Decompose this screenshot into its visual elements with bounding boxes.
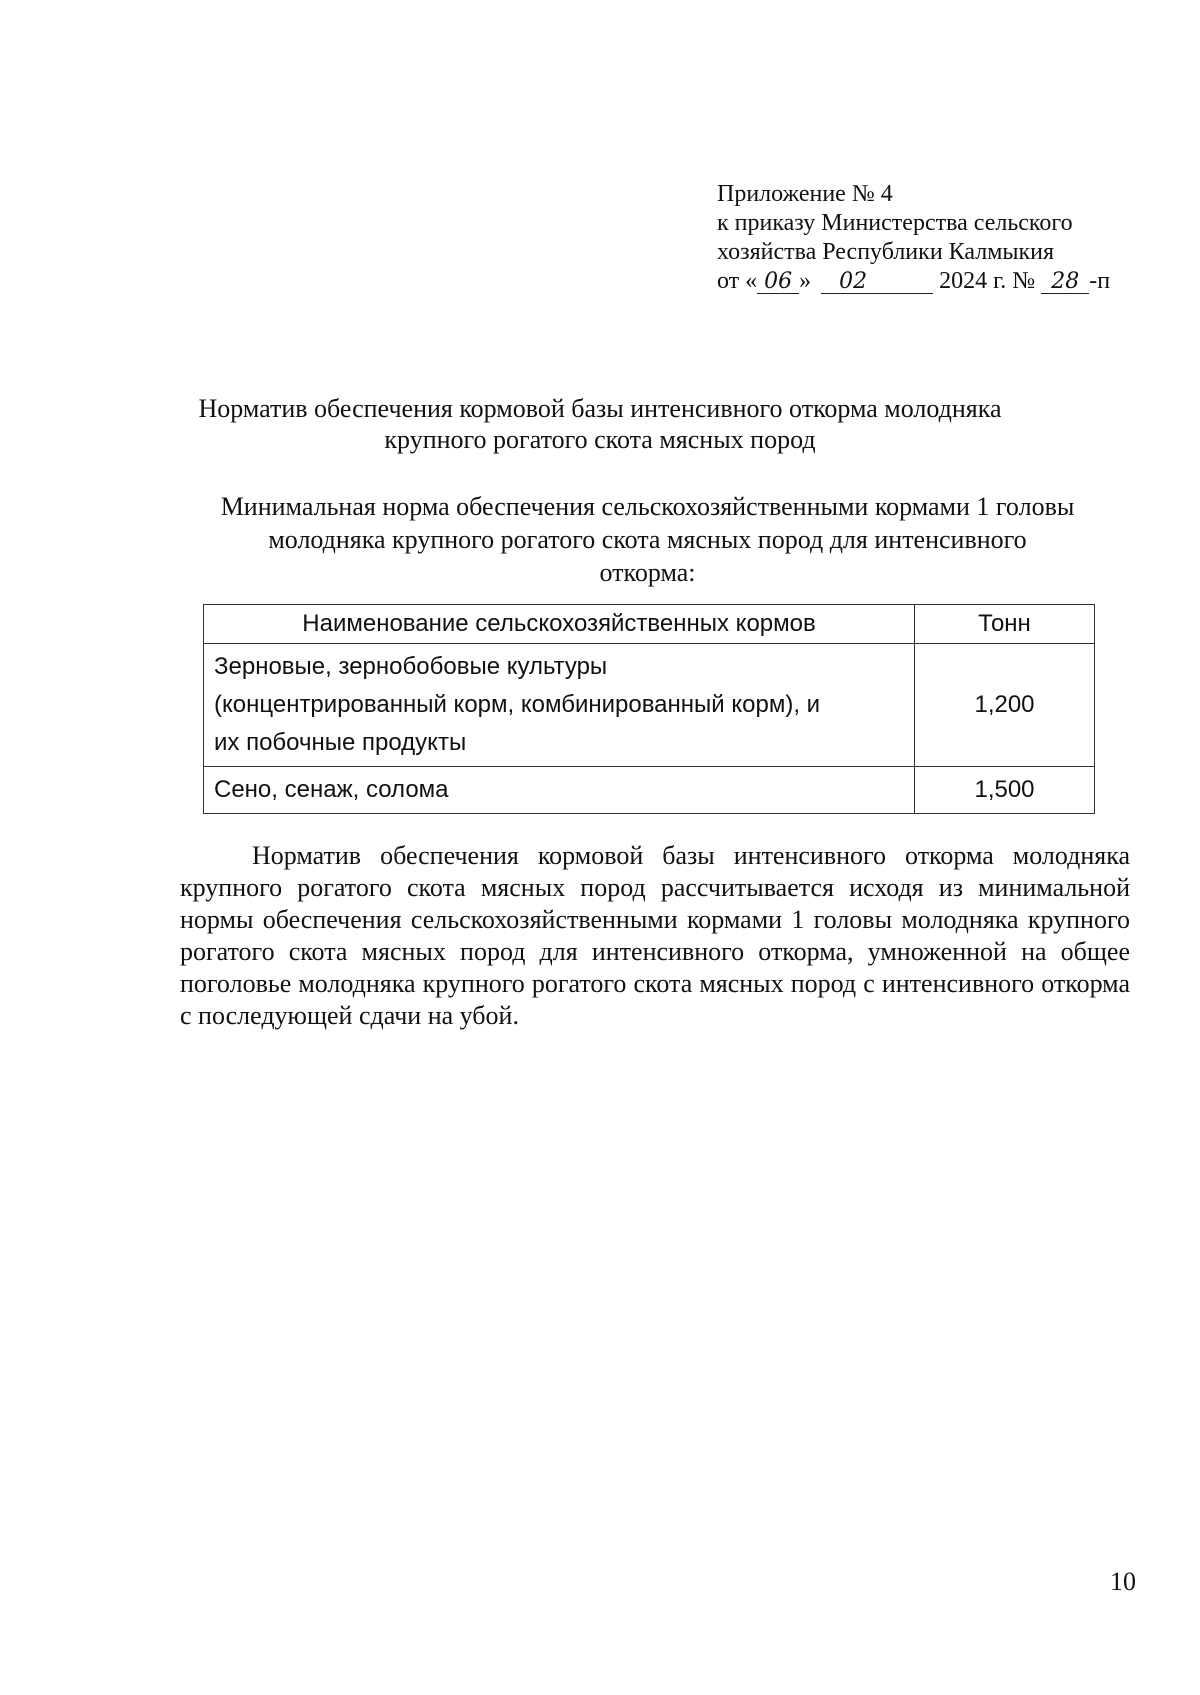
document-title: [140, 393, 1060, 455]
caption-line-3: откорма:: [599, 558, 696, 587]
caption-line-2: молодняка крупного рогатого скота мясных пород для интенсивного: [268, 525, 1027, 554]
tons-value-cell: 1,200: [915, 644, 1095, 767]
order-date-line: [717, 267, 1157, 296]
title-line-1: Норматив обеспечения кормовой базы интенсивного откорма молодняка: [198, 394, 1002, 423]
order-number-suffix: -п: [1089, 268, 1111, 294]
ministry-name: хозяйства Республики Калмыкия: [717, 239, 1055, 265]
caption-line-1: Минимальная норма обеспечения сельскохозяйственными кормами 1 головы: [220, 492, 1075, 521]
appendix-number: Приложение № 4: [717, 181, 893, 207]
feed-norms-table: [203, 604, 1095, 814]
feed-name-cell: Сено, сенаж, солома: [204, 767, 915, 814]
handwritten-day: 06: [757, 271, 799, 294]
page-number: 10: [1110, 1567, 1136, 1596]
feed-name-line: Зерновые, зернобобовые культуры: [214, 653, 608, 680]
table-row: [204, 644, 1095, 767]
header-tons: Тонн: [915, 605, 1095, 644]
feed-name-cell: [204, 644, 915, 767]
table-row: [204, 767, 1095, 814]
handwritten-order-number: 28: [1041, 271, 1089, 294]
date-prefix: от «: [717, 268, 758, 294]
feed-name-line: их побочные продукты: [214, 729, 467, 756]
feed-name-line: (концентрированный корм, комбинированный корм), и: [214, 691, 821, 718]
table-caption: [160, 490, 1135, 589]
order-reference: к приказу Министерства сельского: [717, 210, 1073, 236]
title-line-2: крупного рогатого скота мясных пород: [384, 425, 816, 454]
year-text: 2024 г. №: [939, 268, 1036, 294]
paragraph-text: Норматив обеспечения кормовой базы интенсивного откорма молодняка крупного рогатого скота мясных пород рассчитывается исходя из минимальной нормы обеспечения сельскохозяйственными кормами 1 головы молодняка крупного рогатого скота мясных пород для интенсивного откорма, умноженной на общее поголовье молодняка крупного рогатого скота мясных пород с интенсивного откорма с последующей сдачи на убой.: [180, 841, 1130, 1030]
handwritten-month: 02: [821, 271, 933, 294]
header-feed-name: Наименование сельскохозяйственных кормов: [204, 605, 915, 644]
body-paragraph: [180, 840, 1130, 1032]
appendix-header: [717, 180, 1157, 296]
tons-value-cell: 1,500: [915, 767, 1095, 814]
date-mid: »: [799, 268, 812, 294]
table-header-row: [204, 605, 1095, 644]
